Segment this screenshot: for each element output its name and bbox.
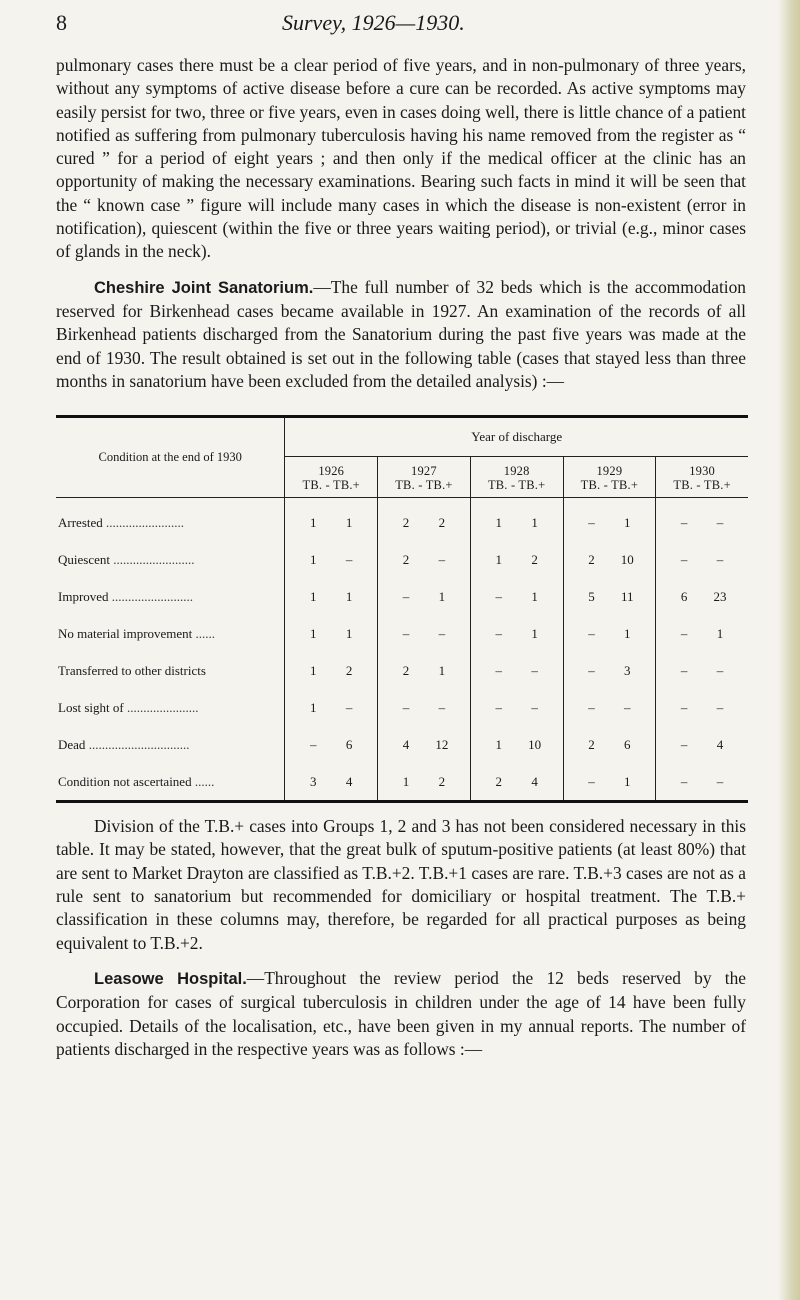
year-label: 1928 [503,464,530,479]
data-cell [285,498,378,542]
year-column-header [656,457,748,498]
data-cell [378,652,471,689]
row-label [56,689,285,726]
tb-negative-value: – [680,773,688,789]
tb-positive-value: – [345,551,353,567]
table-row [56,763,748,802]
tb-negative-value: 1 [310,625,317,641]
tb-positive-value: 2 [438,773,446,789]
tb-positive-value: 1 [345,588,353,604]
tb-negative-value: – [495,699,502,715]
paragraph-pulmonary-cases: pulmonary cases there must be a clear period of five years, and in non-pulmonary of three years, without any symptoms of active disease before a cure can be recorded. As active symptoms may easily persist for two, three or five years, even in cases doing well, there is little chance of a patient notified as suffering from pulmonary tuberculosis having his name removed from the register as “ cured ” for a period of eight years ; and then only if the medical officer at the clinic has an opportunity of making the necessary examinations. Bearing such facts in mind it will be seen that the “ known case ” figure will include many cases in which the disease is non-existent (error in notification), quiescent (within the five or three years waiting period), or trivial (e.g., minor cases of glands in the neck). [56,55,746,262]
tb-positive-value: – [438,625,446,641]
data-cell [378,498,471,542]
data-cell [656,615,748,652]
year-label: 1930 [689,464,716,479]
tb-negative-value: – [588,699,595,715]
year-label: 1926 [318,464,345,479]
tb-subheader: TB. - TB.+ [580,478,639,493]
tb-positive-value: – [624,699,631,715]
tb-negative-value: 3 [310,773,317,789]
tb-negative-value: – [310,736,317,752]
tb-positive-value: – [438,551,446,567]
tb-negative-value: 6 [680,588,688,604]
data-cell [656,726,748,763]
data-cell [470,578,563,615]
year-label: 1927 [411,464,437,479]
tb-negative-value: – [495,625,502,641]
leader-dots: ...... [192,625,216,641]
tb-positive-value: – [531,699,538,715]
tb-positive-value: 1 [531,625,538,641]
tb-positive-value: 4 [531,773,538,789]
condition-header: Condition at the end of 1930 [56,417,285,498]
data-cell [285,726,378,763]
tb-positive-value: – [716,551,724,567]
document-page [56,8,746,1061]
tb-negative-value: 1 [310,588,317,604]
tb-negative-value: 1 [310,662,317,678]
tb-negative-value: 1 [310,551,317,567]
tb-positive-value: 10 [620,551,634,567]
tb-negative-value: – [588,625,595,641]
row-label-text: Condition not ascertained [58,773,192,789]
table-row [56,578,748,615]
tb-negative-value: 2 [402,551,410,567]
tb-positive-value: 2 [531,551,538,567]
data-cell [563,615,656,652]
page-number: 8 [56,10,67,35]
tb-negative-value: – [680,551,688,567]
tb-negative-value: 1 [310,699,317,715]
tb-positive-value: 1 [438,588,446,604]
year-column-header [470,457,563,498]
tb-negative-value: 2 [402,514,410,530]
row-label [56,652,285,689]
data-cell [470,541,563,578]
table-row [56,541,748,578]
tb-positive-value: – [716,662,724,678]
table-row [56,615,748,652]
leader-dots: ........................ [102,514,185,530]
running-title: Survey, 1926—1930. [282,10,465,35]
tb-negative-value: – [402,625,410,641]
tb-negative-value: 1 [495,514,502,530]
tb-negative-value: 5 [588,588,595,604]
data-cell [656,578,748,615]
tb-subheader: TB. - TB.+ [302,478,360,493]
row-label-text: Dead [58,736,86,752]
data-cell [656,652,748,689]
tb-negative-value: 2 [588,736,595,752]
row-label [56,498,285,542]
data-cell [378,763,471,802]
tb-positive-value: 2 [345,662,353,678]
row-label-text: Arrested [58,514,103,530]
year-label: 1929 [596,464,623,479]
data-cell [470,615,563,652]
tb-positive-value: 1 [624,773,631,789]
tb-positive-value: 1 [531,588,538,604]
page-edge-shadow [778,0,800,1300]
data-cell [378,689,471,726]
data-cell [285,615,378,652]
data-cell [563,578,656,615]
tb-subheader: TB. - TB.+ [395,478,453,493]
tb-subheader: TB. - TB.+ [673,478,731,493]
tb-negative-value: 1 [495,736,502,752]
data-cell [656,498,748,542]
tb-positive-value: 10 [528,736,542,752]
paragraph-cheshire-sanatorium [56,276,746,393]
tb-positive-value: 6 [345,736,353,752]
data-cell [285,578,378,615]
section-lead-leasowe: Leasowe Hospital. [94,969,247,988]
leader-dots: ...... [191,773,215,789]
data-cell [378,578,471,615]
row-label [56,578,285,615]
tb-positive-value: 1 [624,514,631,530]
tb-negative-value: – [402,588,410,604]
tb-positive-value: – [345,699,353,715]
tb-negative-value: – [588,514,595,530]
tb-positive-value: 1 [716,625,724,641]
tb-negative-value: – [680,736,688,752]
leader-dots: ......................... [109,551,195,567]
page-header [56,8,746,54]
tb-negative-value: – [680,514,688,530]
tb-positive-value: 4 [716,736,724,752]
row-label [56,615,285,652]
tb-negative-value: – [588,773,595,789]
data-cell [656,763,748,802]
data-cell [470,689,563,726]
table-body [56,498,748,802]
data-cell [470,498,563,542]
data-cell [563,541,656,578]
tb-positive-value: 3 [624,662,631,678]
tb-negative-value: 1 [402,773,410,789]
data-cell [285,763,378,802]
year-column-header [563,457,656,498]
tb-negative-value: 2 [495,773,502,789]
tb-positive-value: 1 [345,625,353,641]
tb-negative-value: 1 [495,551,502,567]
leader-dots: ...................... [123,699,199,715]
tb-positive-value: 11 [621,588,634,604]
table-row [56,498,748,542]
data-cell [470,652,563,689]
tb-positive-value: 23 [713,588,727,604]
tb-negative-value: – [588,662,595,678]
paragraph-cheshire-text: —The full number of 32 beds which is the accommodation reserved for Birkenhead cases became available in 1927. An examination of the records of all Birkenhead patients discharged from the Sanatorium during the past five years was made at the end of 1930. The result obtained is set out in the following table (cases that stayed less than three months in sanatorium have been excluded from the detailed analysis) :— [56,276,747,391]
data-cell [656,541,748,578]
tb-negative-value: 1 [310,514,317,530]
data-cell [378,726,471,763]
data-cell [563,763,656,802]
tb-positive-value: – [716,514,724,530]
leader-dots: ......................... [108,588,194,604]
tb-negative-value: 2 [402,662,410,678]
row-label [56,726,285,763]
tb-negative-value: 2 [588,551,595,567]
tb-positive-value: 1 [531,514,538,530]
tb-negative-value: – [680,625,688,641]
tb-positive-value: 1 [438,662,446,678]
data-cell [378,541,471,578]
data-cell [563,689,656,726]
tb-positive-value: 2 [438,514,446,530]
row-label [56,541,285,578]
tb-positive-value: – [716,773,724,789]
tb-positive-value: 1 [345,514,353,530]
tb-negative-value: – [680,699,688,715]
tb-positive-value: – [531,662,538,678]
tb-negative-value: – [495,662,502,678]
data-cell [563,652,656,689]
row-label-text: Improved [58,588,109,604]
row-label-text: Lost sight of [58,699,124,715]
table-row [56,726,748,763]
section-lead-cheshire: Cheshire Joint Sanatorium. [94,278,314,297]
discharge-table [56,415,748,803]
row-label-text: Transferred to other districts [58,662,206,678]
tb-negative-value: 4 [402,736,410,752]
data-cell [656,689,748,726]
tb-positive-value: 12 [435,736,449,752]
data-cell [470,763,563,802]
tb-negative-value: – [680,662,688,678]
tb-positive-value: 1 [624,625,631,641]
table-row [56,652,748,689]
paragraph-leasowe-text: —Throughout the review period the 12 beds reserved by the Corporation for cases of surgical tuberculosis in children under the age of 14 have been fully occupied. Details of the localisation, etc., have been given in my annual reports. The number of patients discharged in the respective years was as follows :— [56,967,746,1059]
data-cell [563,498,656,542]
paragraph-division-groups: Division of the T.B.+ cases into Groups 1, 2 and 3 has not been considered necessary in this table. It may be stated, however, that the great bulk of sputum-positive patients (at least 80%) that are sent to Market Drayton are classified as T.B.+2. T.B.+1 cases are rare. T.B.+3 cases are not as a rule sent to sanatorium but recommended for domiciliary or hospital treatment. The T.B.+ classification in these columns may, therefore, be regarded for all practical purposes as being equivalent to T.B.+2. [56,816,746,953]
tb-positive-value: – [438,699,446,715]
year-column-header [285,457,378,498]
tb-negative-value: – [495,588,502,604]
tb-subheader: TB. - TB.+ [487,478,546,493]
data-cell [285,652,378,689]
tb-positive-value: 4 [345,773,353,789]
row-label-text: No material improvement [58,625,193,641]
year-of-discharge-header: Year of discharge [285,417,748,457]
year-column-header [378,457,471,498]
paragraph-leasowe-hospital [56,967,746,1061]
data-cell [378,615,471,652]
leader-dots: ............................... [85,736,190,752]
data-cell [470,726,563,763]
tb-positive-value: – [716,699,724,715]
data-cell [285,689,378,726]
data-cell [563,726,656,763]
row-label [56,763,285,802]
tb-negative-value: – [402,699,410,715]
table-row [56,689,748,726]
data-cell [285,541,378,578]
row-label-text: Quiescent [58,551,110,567]
tb-positive-value: 6 [624,736,631,752]
